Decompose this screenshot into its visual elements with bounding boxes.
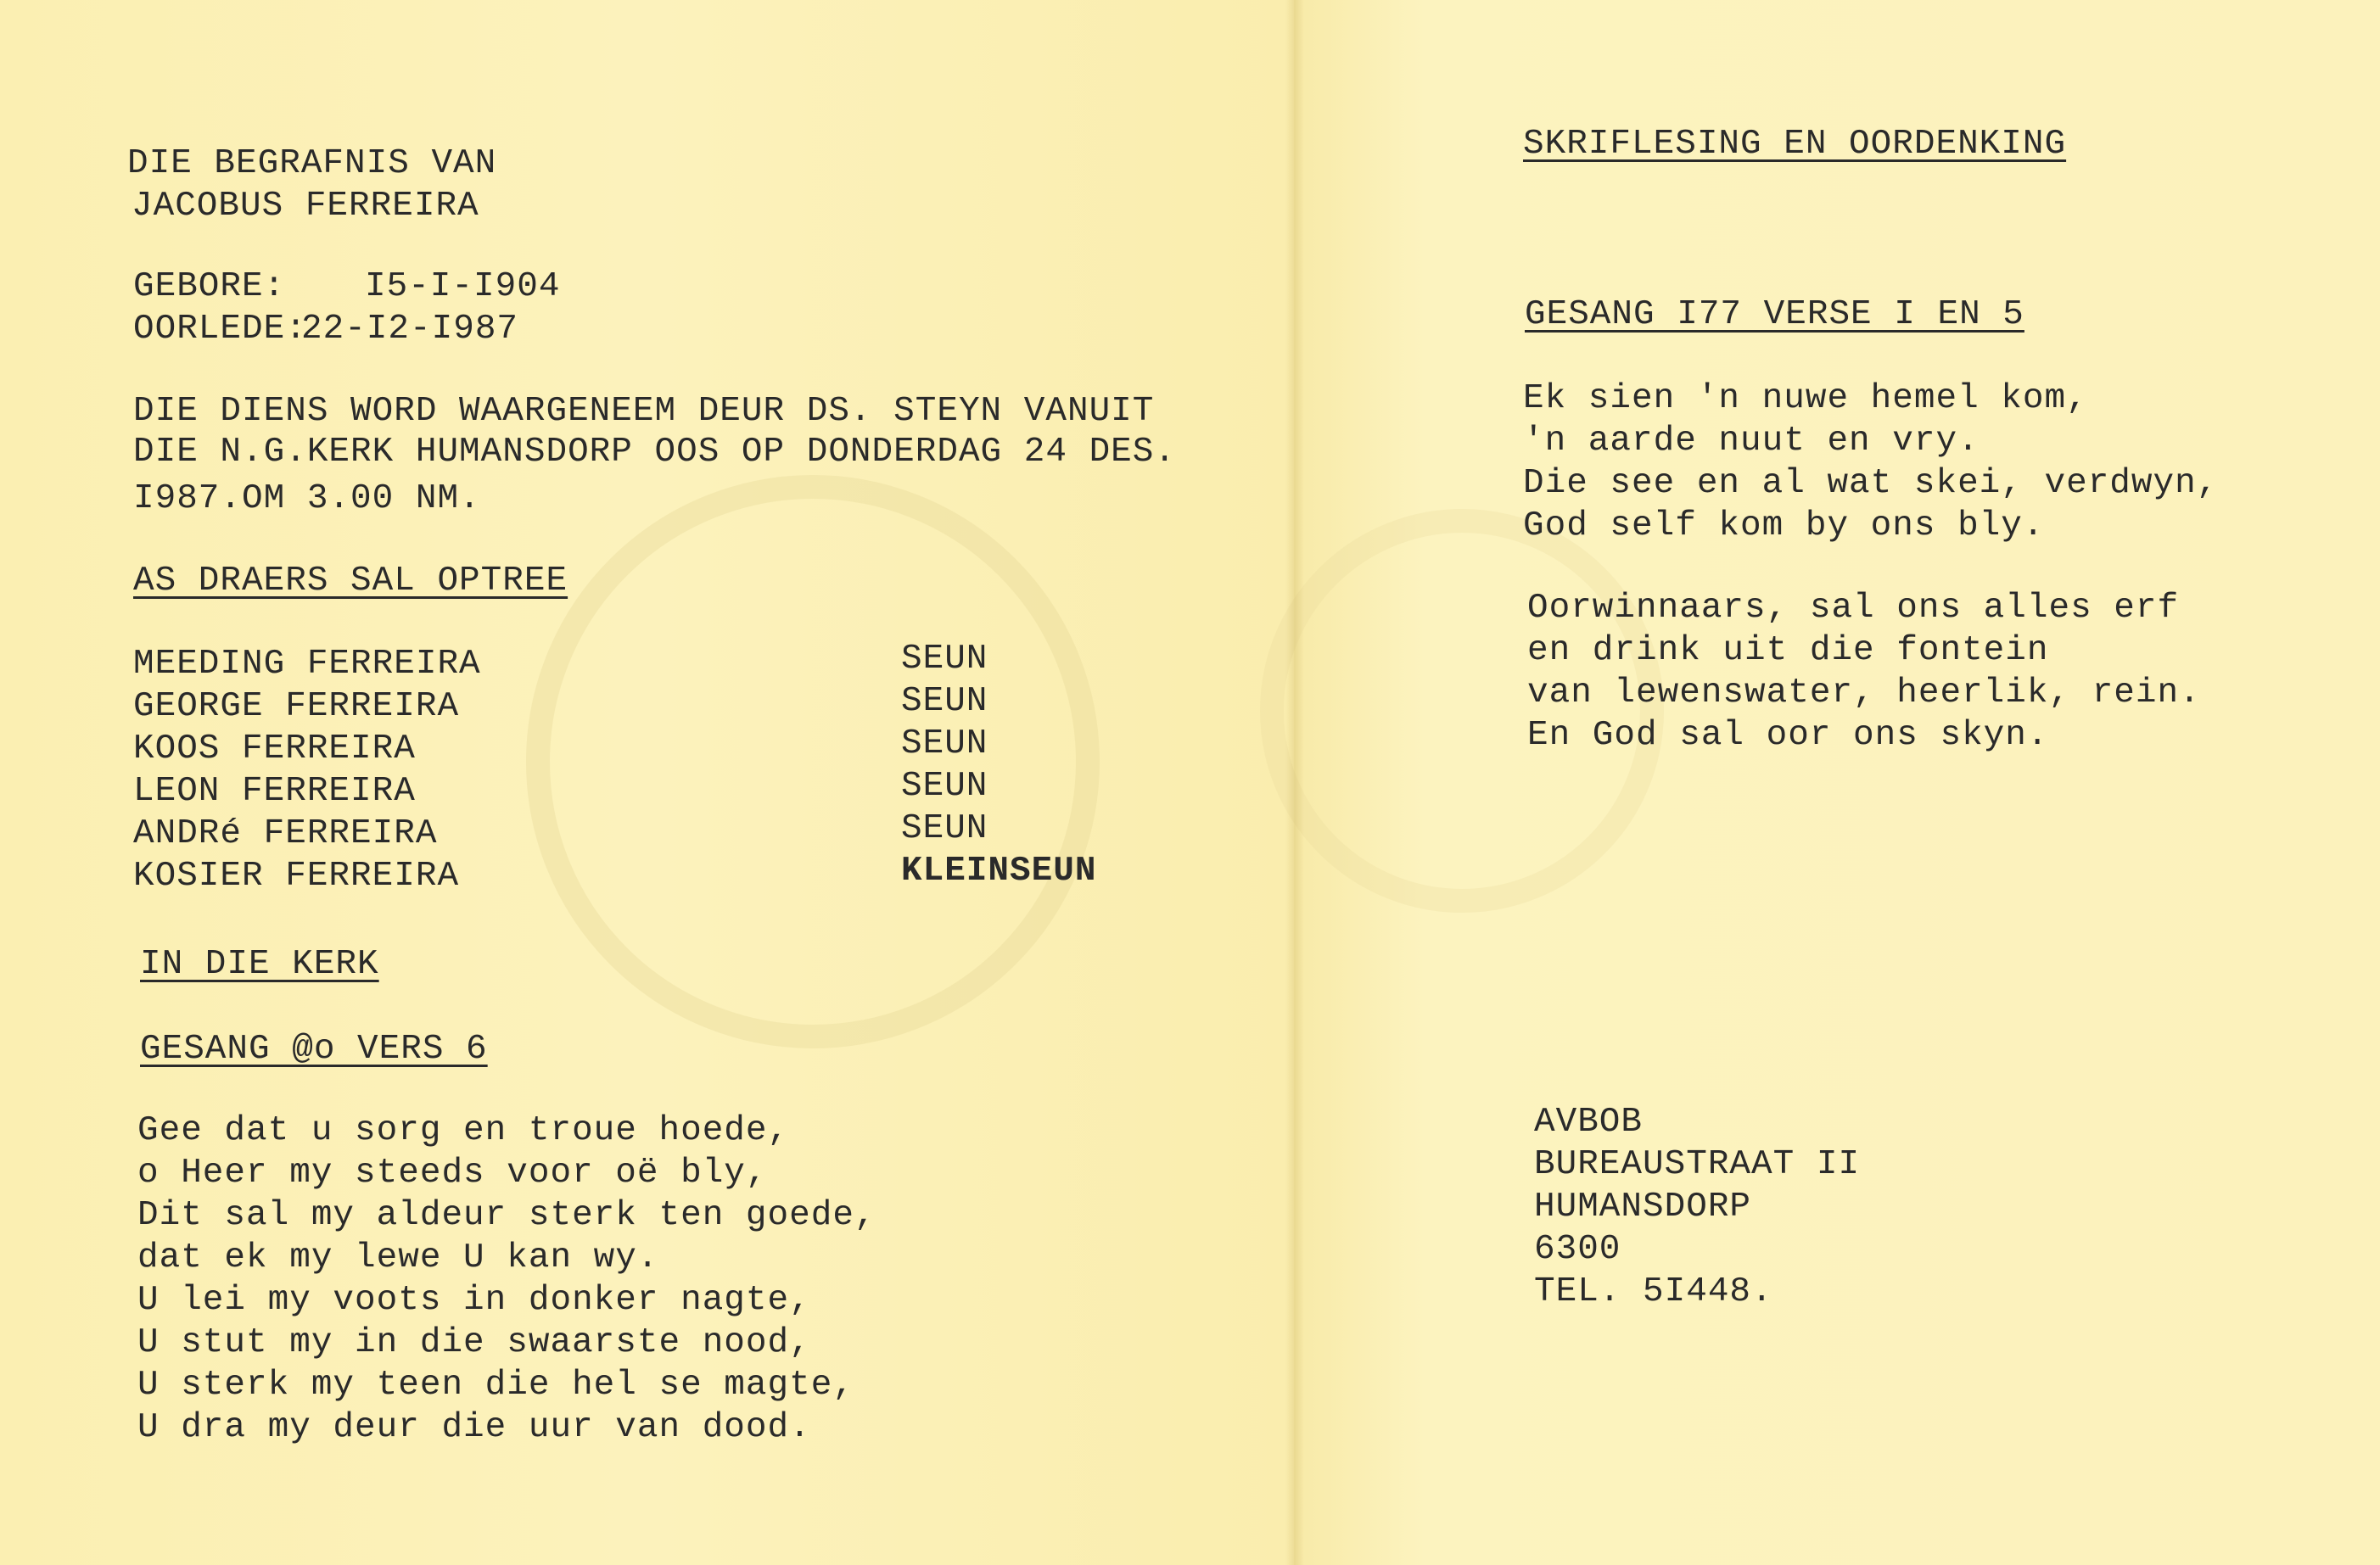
pallbearer-name: MEEDING FERREIRA [133,645,481,684]
page-fold [1285,0,1304,1565]
undertaker-line: BUREAUSTRAAT II [1534,1145,1861,1184]
undertaker-line: AVBOB [1534,1103,1644,1142]
died-label: OORLEDE: [133,310,307,349]
hymn1-line: U lei my voots in donker nagte, [137,1281,811,1320]
hymn1-line: Gee dat u sorg en troue hoede, [137,1111,790,1150]
pallbearer-relation: SEUN [901,767,988,806]
hymn1-heading: GESANG @o VERS 6 [140,1030,488,1069]
pallbearer-name: ANDRé FERREIRA [133,814,438,853]
service-line-2: DIE N.G.KERK HUMANSDORP OOS OP DONDERDAG 24 DES. [133,433,1176,472]
hymn2-line: van lewenswater, heerlik, rein. [1527,674,2201,713]
church-heading: IN DIE KERK [140,945,379,984]
hymn2-line: Oorwinnaars, sal ons alles erf [1527,589,2180,628]
undertaker-line: 6300 [1534,1230,1621,1269]
hymn1-line: U dra my deur die uur van dood. [137,1408,811,1447]
hymn1-verse [137,1109,876,1449]
pallbearer-name: KOOS FERREIRA [133,729,416,769]
born-label: GEBORE: [133,267,286,306]
hymn2-line: en drink uit die fontein [1527,631,2049,670]
undertaker-address [1534,1101,1860,1313]
pallbearer-name: GEORGE FERREIRA [133,687,460,726]
pallbearer-relation: KLEINSEUN [901,852,1097,891]
pallbearer-relation: SEUN [901,724,988,763]
pallbearer-relations [901,638,1096,892]
died-value: 22-I2-I987 [301,310,519,349]
born-value: I5-I-I904 [365,267,561,306]
hymn2-line: Ek sien 'n nuwe hemel kom, [1523,379,2088,418]
hymn2-stanza-1 [1523,377,2218,547]
title-line-1: DIE BEGRAFNIS VAN [127,144,497,183]
hymn1-line: dat ek my lewe U kan wy. [137,1238,659,1277]
hymn2-stanza-2 [1527,587,2201,757]
hymn2-heading: GESANG I77 VERSE I EN 5 [1525,295,2024,334]
hymn1-line: U sterk my teen die hel se magte, [137,1366,854,1405]
right-page [1294,0,2380,1565]
hymn1-line: U stut my in die swaarste nood, [137,1323,811,1362]
hymn2-line: En God sal oor ons skyn. [1527,716,2049,755]
hymn1-line: o Heer my steeds voor oë bly, [137,1154,768,1193]
service-line-3: I987.OM 3.00 NM. [133,479,481,518]
pallbearer-relation: SEUN [901,809,988,848]
pallbearer-names [133,643,481,897]
service-line-1: DIE DIENS WORD WAARGENEEM DEUR DS. STEYN VANUIT [133,392,1155,431]
hymn2-line: 'n aarde nuut en vry. [1523,422,1980,461]
undertaker-line: TEL. 5I448. [1534,1272,1773,1311]
pallbearer-relation: SEUN [901,682,988,721]
undertaker-line: HUMANSDORP [1534,1188,1752,1227]
hymn2-line: God self kom by ons bly. [1523,506,2045,545]
pallbearer-name: KOSIER FERREIRA [133,857,460,896]
pallbearers-heading: AS DRAERS SAL OPTREE [133,562,568,601]
reading-heading: SKRIFLESING EN OORDENKING [1523,125,2067,164]
pallbearer-name: LEON FERREIRA [133,772,416,811]
title-line-2: JACOBUS FERREIRA [132,187,479,226]
pallbearer-relation: SEUN [901,640,988,679]
hymn1-line: Dit sal my aldeur sterk ten goede, [137,1196,876,1235]
hymn2-line: Die see en al wat skei, verdwyn, [1523,464,2219,503]
